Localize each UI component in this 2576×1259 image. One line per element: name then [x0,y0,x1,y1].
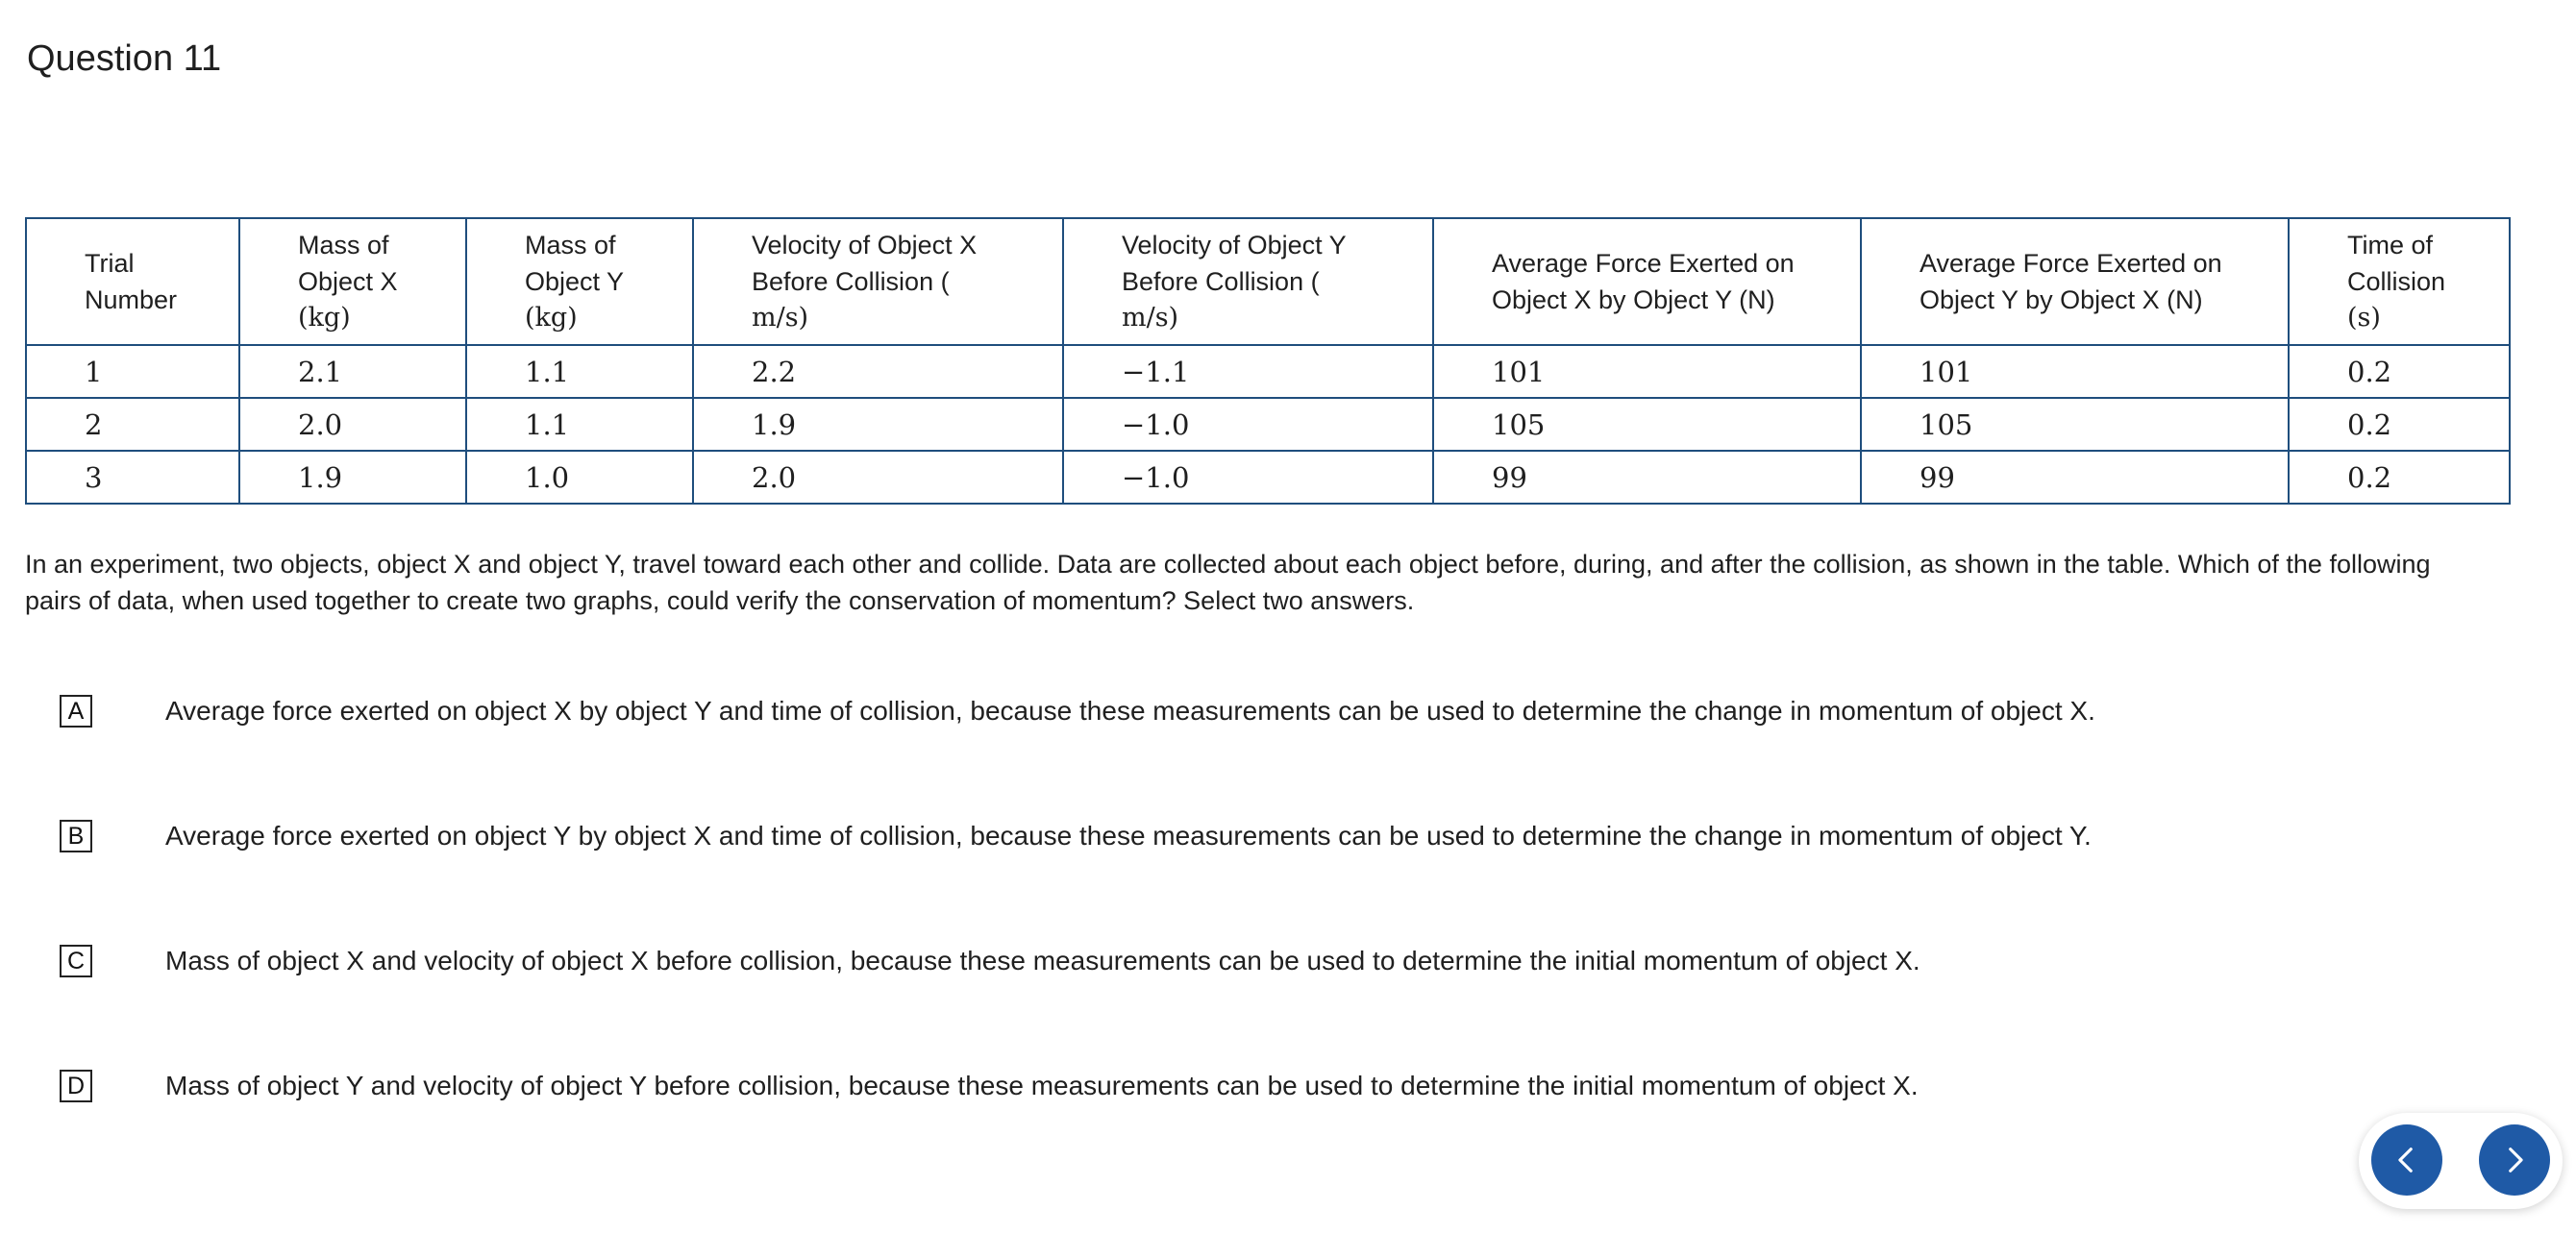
table-cell: −1.0 [1063,451,1433,504]
option-c-letter[interactable]: C [60,945,92,977]
option-c[interactable] [60,942,1920,980]
option-a-letter[interactable]: A [60,695,92,728]
table-cell: 105 [1433,398,1861,451]
table-cell: 2.0 [693,451,1063,504]
table-row [26,345,2510,398]
table-cell: 1 [26,345,239,398]
chevron-right-icon [2498,1144,2531,1176]
previous-button[interactable] [2371,1124,2442,1196]
option-b-text[interactable]: Average force exerted on object Y by object X and time of collision, because these measurements can be used to determine the change in momentum of object Y. [165,821,2092,851]
table-cell: 105 [1861,398,2289,451]
table-cell: 2 [26,398,239,451]
table-cell: 0.2 [2289,398,2510,451]
page-title: Question 11 [27,38,222,79]
table-cell: 2.0 [239,398,466,451]
header-mass-y: Mass of Object Y (kg) [466,218,693,345]
header-mass-x: Mass of Object X (kg) [239,218,466,345]
table-row [26,451,2510,504]
option-d-letter[interactable]: D [60,1070,92,1102]
table-cell: 101 [1433,345,1861,398]
chevron-left-icon [2390,1144,2423,1176]
option-b-letter[interactable]: B [60,820,92,852]
option-c-text[interactable]: Mass of object X and velocity of object X before collision, because these measurements can be used to determine the initial momentum of object X. [165,946,1920,975]
table-cell: −1.1 [1063,345,1433,398]
header-velocity-y: Velocity of Object Y Before Collision ( m/s) [1063,218,1433,345]
table-cell: 1.9 [693,398,1063,451]
table-cell: −1.0 [1063,398,1433,451]
option-d[interactable] [60,1067,1919,1105]
header-force-on-y: Average Force Exerted on Object Y by Object X (N) [1861,218,2289,345]
option-a[interactable] [60,692,2095,730]
table-cell: 0.2 [2289,451,2510,504]
option-d-text[interactable]: Mass of object Y and velocity of object Y before collision, because these measurements can be used to determine the initial momentum of object X. [165,1071,1919,1100]
table-cell: 1.1 [466,398,693,451]
table-cell: 1.1 [466,345,693,398]
question-text: In an experiment, two objects, object X and object Y, travel toward each other and collide. Data are collected about each object before, during, and after the collision, as shown in the table. Which of the following pairs of data, when used together to create two graphs, could verify the conservation of momentum? Select two answers. [25,550,2431,615]
table-cell: 0.2 [2289,345,2510,398]
table-cell: 3 [26,451,239,504]
table-cell: 99 [1433,451,1861,504]
table-cell: 99 [1861,451,2289,504]
header-velocity-x: Velocity of Object X Before Collision ( m/s) [693,218,1063,345]
header-force-on-x: Average Force Exerted on Object X by Object Y (N) [1433,218,1861,345]
data-table [25,217,2511,505]
table-cell: 1.0 [466,451,693,504]
option-a-text[interactable]: Average force exerted on object X by object Y and time of collision, because these measurements can be used to determine the change in momentum of object X. [165,696,2095,726]
table-header-row [26,218,2510,345]
table-cell: 2.1 [239,345,466,398]
header-trial-number: Trial Number [26,218,239,345]
table-cell: 1.9 [239,451,466,504]
table-cell: 101 [1861,345,2289,398]
header-time-of-collision: Time of Collision (s) [2289,218,2510,345]
table-row [26,398,2510,451]
option-b[interactable] [60,817,2092,855]
table-cell: 2.2 [693,345,1063,398]
next-button[interactable] [2479,1124,2550,1196]
